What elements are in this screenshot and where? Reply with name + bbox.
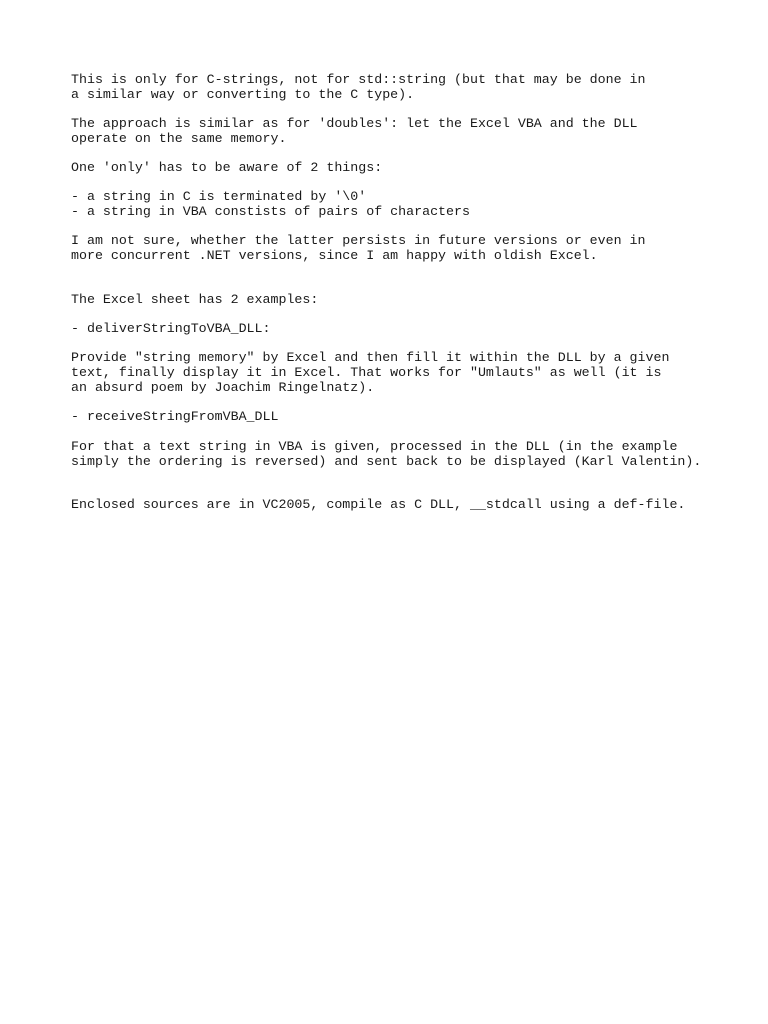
text-line: - deliverStringToVBA_DLL:: [71, 321, 271, 336]
text-line: For that a text string in VBA is given, processed in the DLL (in the example: [71, 439, 678, 454]
text-line: The approach is similar as for 'doubles': let the Excel VBA and the DLL: [71, 116, 638, 131]
text-line: text, finally display it in Excel. That works for "Umlauts" as well (it is: [71, 365, 662, 380]
text-line: This is only for C-strings, not for std::string (but that may be done in: [71, 72, 646, 87]
text-line: I am not sure, whether the latter persists in future versions or even in: [71, 233, 646, 248]
text-line: an absurd poem by Joachim Ringelnatz).: [71, 380, 375, 395]
text-line: operate on the same memory.: [71, 131, 287, 146]
text-line: The Excel sheet has 2 examples:: [71, 292, 319, 307]
text-line: - a string in C is terminated by '\0': [71, 189, 367, 204]
text-line: One 'only' has to be aware of 2 things:: [71, 160, 383, 175]
text-line: - a string in VBA constists of pairs of characters: [71, 204, 470, 219]
text-line: a similar way or converting to the C type).: [71, 87, 415, 102]
text-line: simply the ordering is reversed) and sent back to be displayed (Karl Valentin).: [71, 454, 702, 469]
text-line: - receiveStringFromVBA_DLL: [71, 409, 279, 424]
text-line: Enclosed sources are in VC2005, compile as C DLL, __stdcall using a def-file.: [71, 497, 686, 512]
text-line: more concurrent .NET versions, since I am happy with oldish Excel.: [71, 248, 598, 263]
text-line: Provide "string memory" by Excel and then fill it within the DLL by a given: [71, 350, 670, 365]
